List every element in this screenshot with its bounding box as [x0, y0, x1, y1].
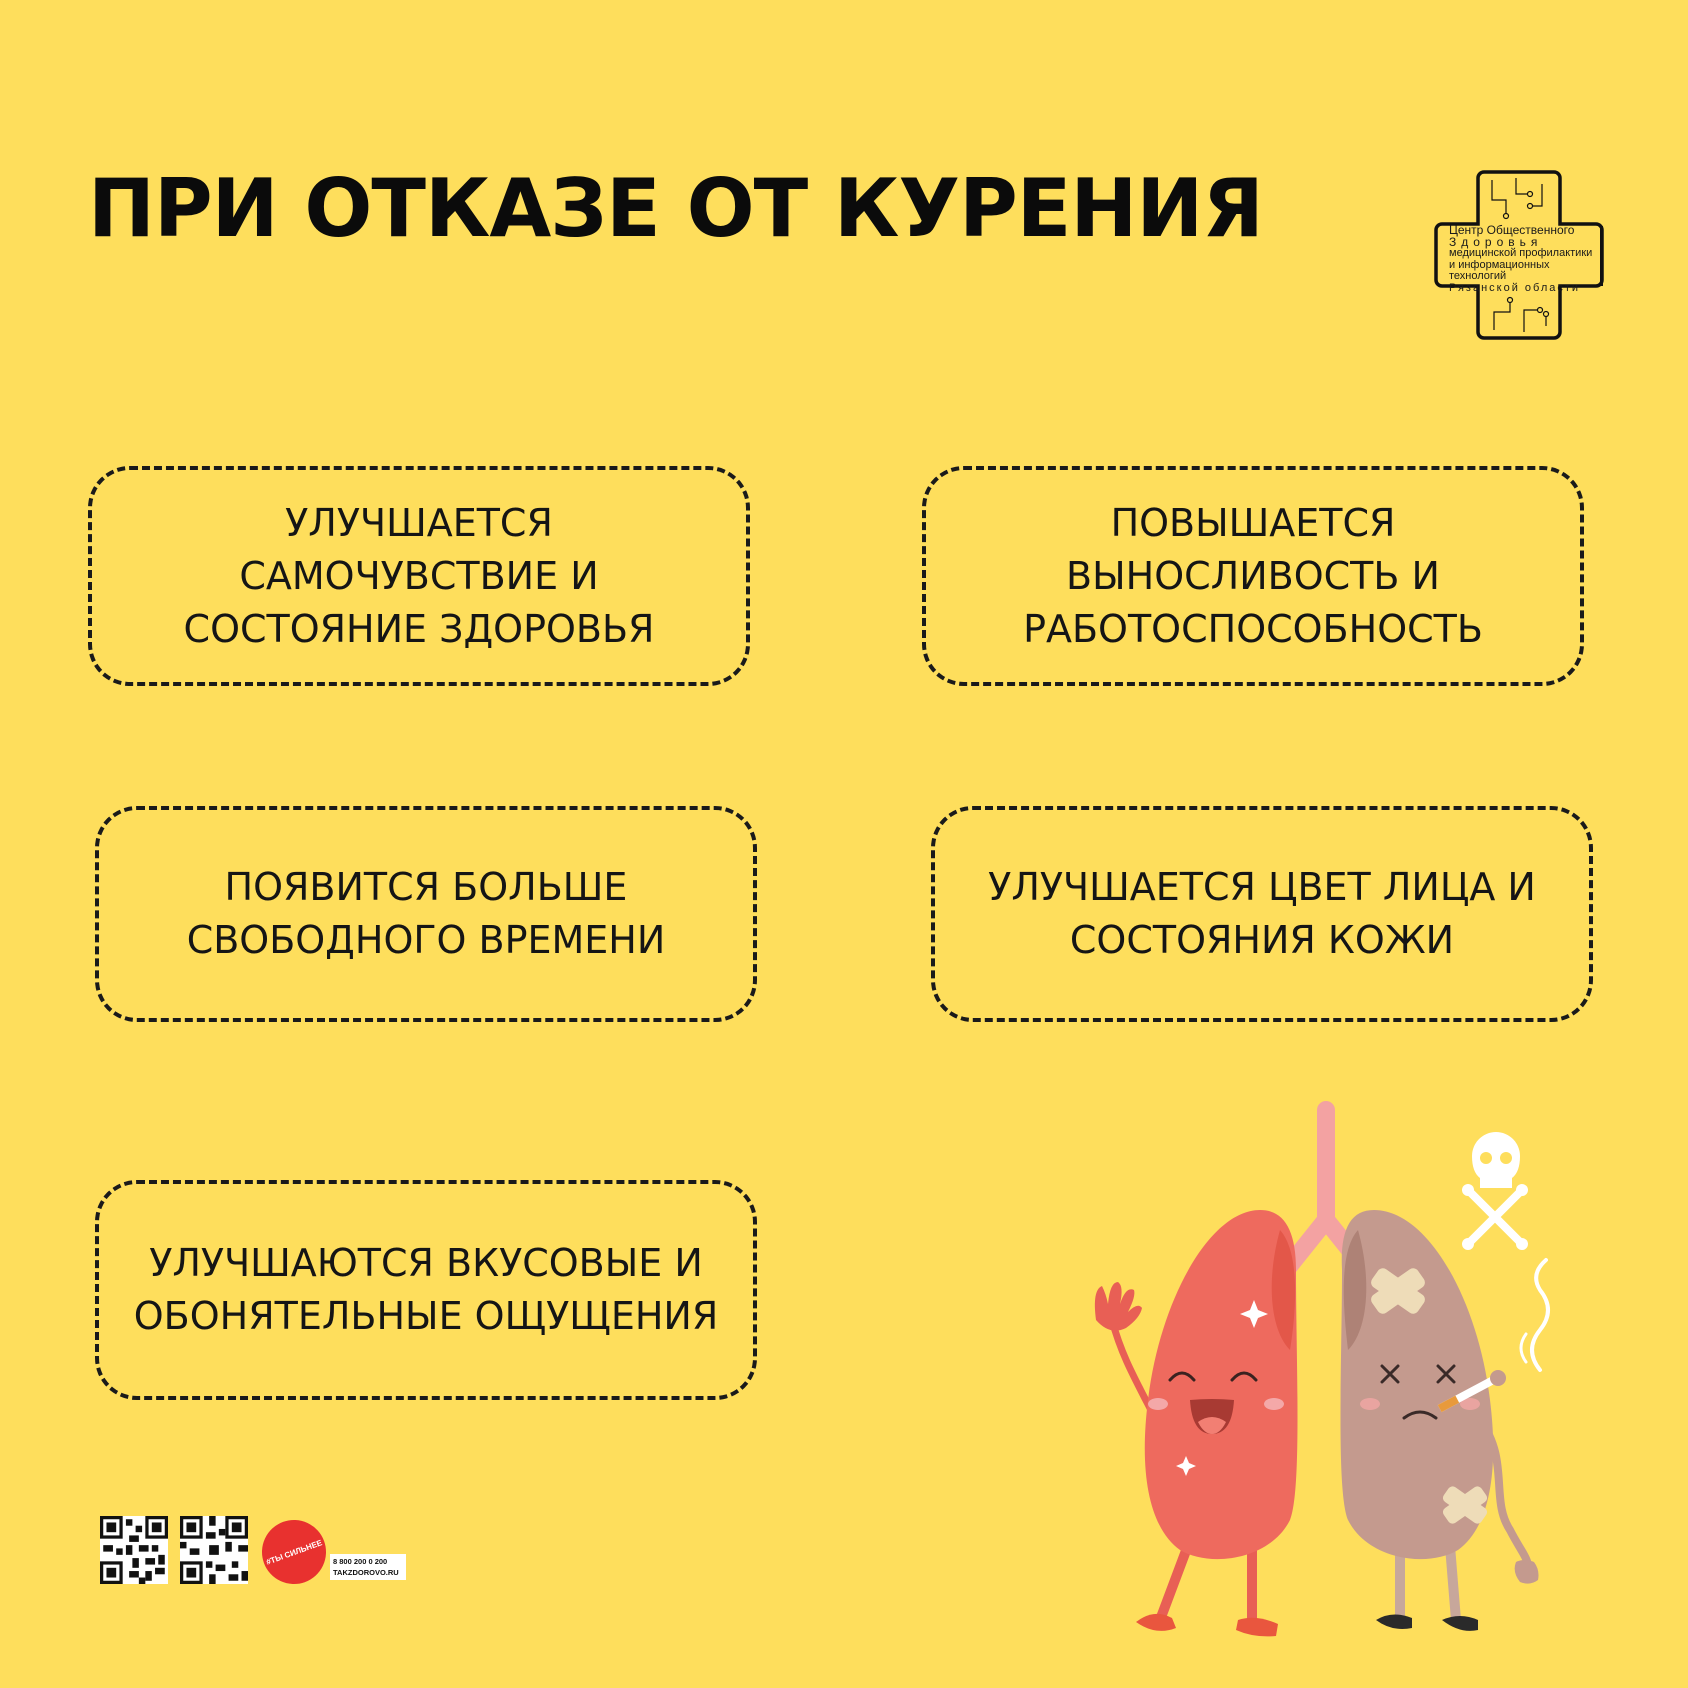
logo-line-3: медицинской профилактики	[1449, 247, 1593, 259]
skull-icon	[1462, 1132, 1528, 1250]
hotline-site: TAKZDOROVO.RU	[333, 1568, 399, 1577]
logo-line-1: Центр Общественного	[1449, 223, 1575, 237]
benefit-card-wellbeing	[88, 466, 750, 686]
benefit-text: ПОЯВИТСЯ БОЛЬШЕ СВОБОДНОГО ВРЕМЕНИ	[186, 865, 666, 962]
benefit-text: УЛУЧШАЕТСЯ САМОЧУВСТВИЕ И СОСТОЯНИЕ ЗДОРОВЬЯ	[183, 500, 655, 651]
logo-line-5: Рязанской области	[1449, 281, 1581, 294]
benefit-text: УЛУЧШАЮТСЯ ВКУСОВЫЕ И ОБОНЯТЕЛЬНЫЕ ОЩУЩЕНИЯ	[133, 1241, 719, 1338]
page-title: ПРИ ОТКАЗЕ ОТ КУРЕНИЯ	[88, 162, 1263, 255]
qr-code-icon[interactable]	[100, 1516, 168, 1584]
benefit-text: УЛУЧШАЕТСЯ ЦВЕТ ЛИЦА И СОСТОЯНИЯ КОЖИ	[988, 865, 1536, 962]
benefit-card-skin	[931, 806, 1593, 1022]
benefit-text: ПОВЫШАЕТСЯ ВЫНОСЛИВОСТЬ И РАБОТОСПОСОБНОСТЬ	[1023, 500, 1483, 651]
hotline-phone: 8 800 200 0 200	[333, 1557, 388, 1566]
logo-caption	[1449, 225, 1599, 294]
logo-line-2: Здоровья	[1449, 234, 1543, 249]
qr-code-icon[interactable]	[180, 1516, 248, 1584]
hotline-contacts	[330, 1554, 406, 1580]
benefit-card-free-time	[95, 806, 757, 1022]
logo-line-4: и информационных технологий	[1449, 258, 1550, 282]
benefit-card-endurance	[922, 466, 1584, 686]
lungs-illustration	[1040, 1100, 1600, 1688]
footer	[100, 1516, 410, 1586]
campaign-badge: #ТЫ СИЛЬНЕЕ	[253, 1511, 335, 1593]
benefit-card-taste-smell	[95, 1180, 757, 1400]
